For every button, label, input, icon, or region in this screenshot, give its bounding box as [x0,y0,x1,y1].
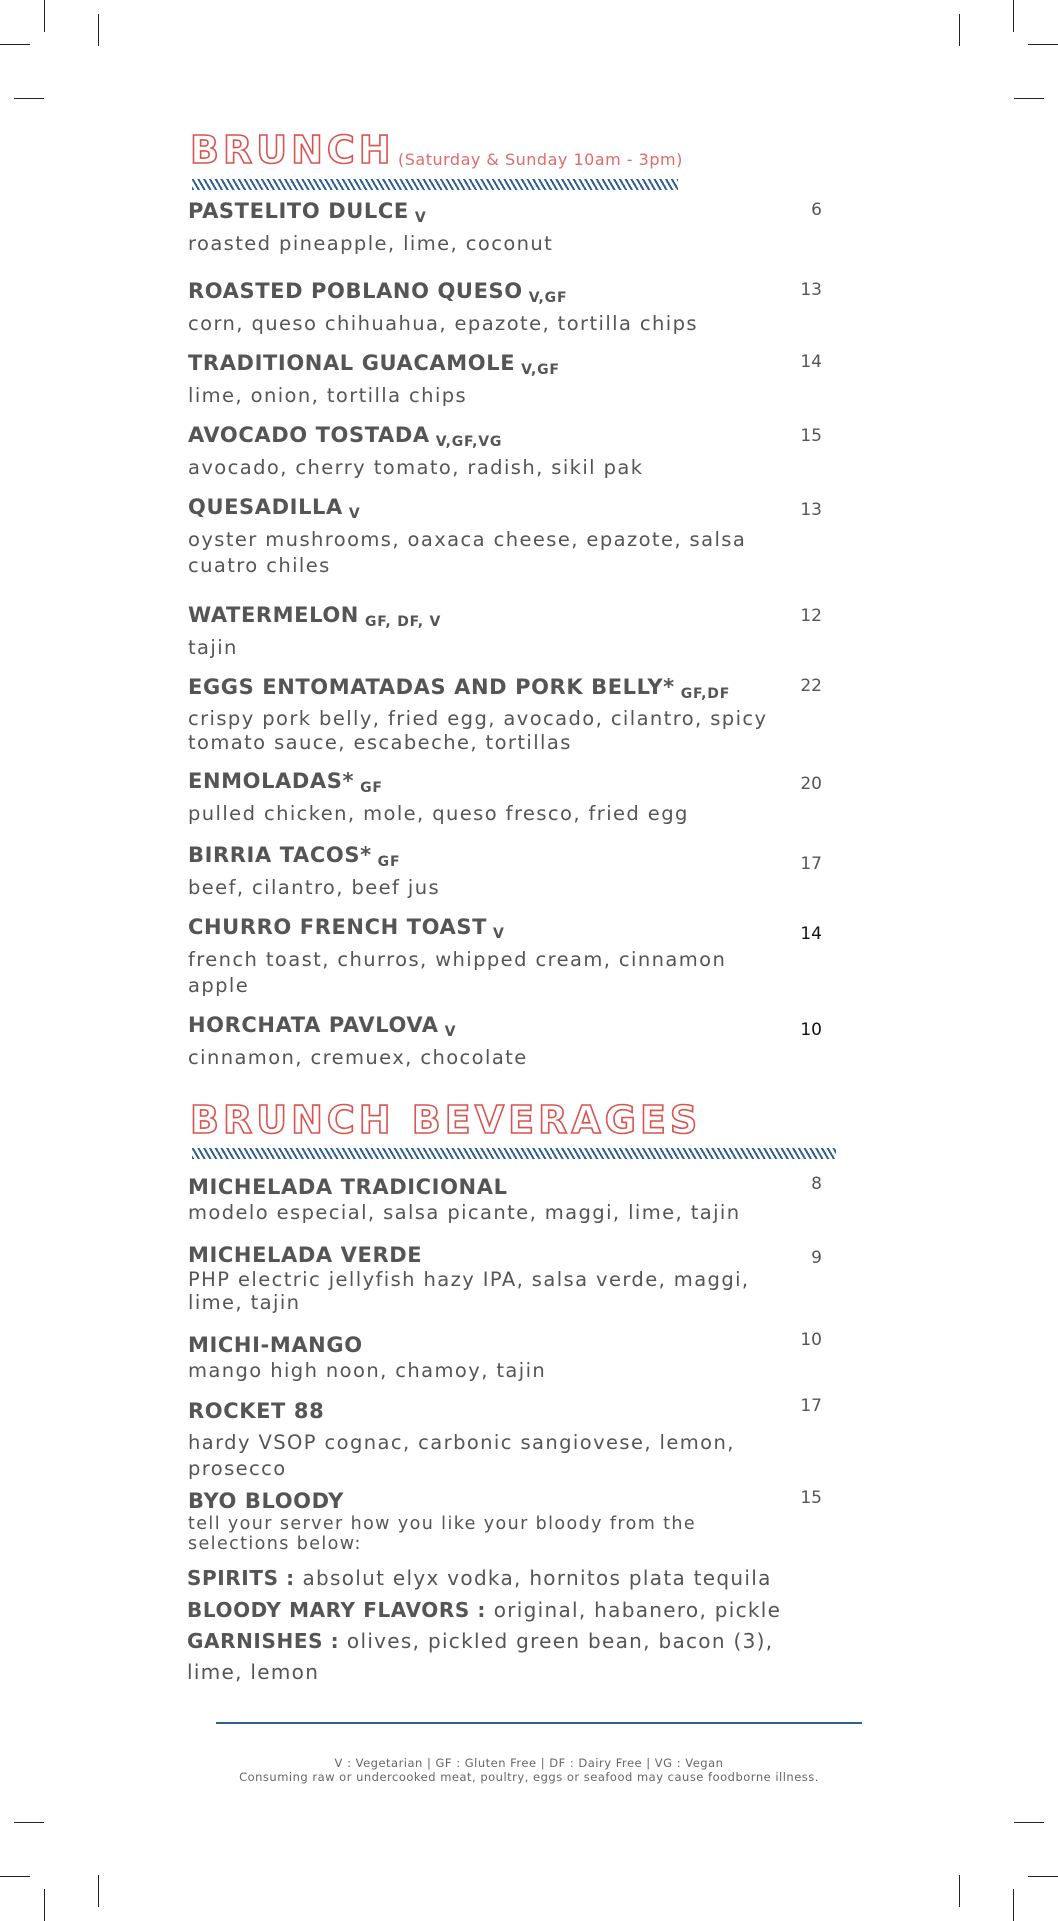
beverage-item [188,1242,828,1314]
heading-underline [192,1148,836,1159]
menu-item [188,602,828,661]
item-description: roasted pineapple, lime, coconut [188,232,554,255]
item-name: TRADITIONAL GUACAMOLE V,GF [188,351,560,378]
item-description: modelo especial, salsa picante, maggi, lime, tajin [188,1201,741,1224]
crop-mark [14,1822,44,1823]
item-price: 22 [800,676,822,696]
item-name: MICHELADA TRADICIONAL [188,1175,508,1199]
crop-mark [1028,1876,1058,1877]
item-price: 15 [800,1488,822,1508]
crop-mark [44,1889,45,1921]
item-price: 10 [800,1020,822,1040]
item-name: PASTELITO DULCE V [188,199,427,226]
item-description: lime, onion, tortilla chips [188,384,468,407]
menu-item [188,350,828,409]
item-price: 15 [800,426,822,446]
item-price: 12 [800,606,822,626]
item-name: ROCKET 88 [188,1399,325,1423]
crop-mark [959,1875,960,1907]
item-description: mango high noon, chamoy, tajin [188,1359,547,1382]
menu-item [188,494,828,579]
item-price: 14 [800,924,822,944]
menu-item [188,278,828,337]
garnishes-selection-cont: lime, lemon [187,1660,320,1684]
item-description: crispy pork belly, fried egg, avocado, cilantro, spicy tomato sauce, escabeche, tortillas [188,707,768,754]
item-price: 9 [811,1248,822,1268]
item-name: ENMOLADAS* GF [188,769,383,796]
item-price: 8 [811,1174,822,1194]
item-name: ROASTED POBLANO QUESO V,GF [188,279,568,306]
brunch-heading: BRUNCH [190,128,395,172]
crop-mark [44,0,45,32]
item-name: EGGS ENTOMATADAS AND PORK BELLY* GF,DF [188,675,731,702]
menu-item [188,674,828,755]
crop-mark [0,1876,30,1877]
item-name: HORCHATA PAVLOVA V [188,1013,457,1040]
heading-underline [192,179,678,190]
crop-mark [1013,1889,1014,1921]
item-price: 6 [811,200,822,220]
crop-mark [98,1875,99,1907]
item-price: 17 [800,854,822,874]
menu-item [188,842,828,901]
crop-mark [0,44,30,45]
item-name: MICHI-MANGO [188,1333,363,1357]
item-name: MICHELADA VERDE [188,1243,423,1267]
item-price: 13 [800,280,822,300]
beverage-item [188,1488,828,1554]
footer-divider [216,1722,862,1724]
menu-item [188,198,828,257]
brunch-hours: (Saturday & Sunday 10am - 3pm) [398,150,683,169]
item-description: beef, cilantro, beef jus [188,876,441,899]
item-name: CHURRO FRENCH TOAST V [188,915,505,942]
item-name: QUESADILLA V [188,495,361,522]
item-price: 10 [800,1330,822,1350]
item-description: corn, queso chihuahua, epazote, tortilla chips [188,312,698,335]
crop-mark [14,98,44,99]
garnishes-selection: GARNISHES : olives, pickled green bean, bacon (3), [187,1629,774,1653]
item-name: WATERMELON GF, DF, V [188,603,442,630]
item-description: pulled chicken, mole, queso fresco, fried egg [188,802,689,825]
menu-item [188,422,828,481]
item-name: BYO BLOODY [188,1489,344,1513]
item-description: oyster mushrooms, oaxaca cheese, epazote, salsa cuatro chiles [188,528,747,577]
crop-mark [959,14,960,46]
beverage-item [188,1174,828,1226]
crop-mark [1014,98,1044,99]
item-description: cinnamon, cremuex, chocolate [188,1046,528,1069]
beverage-item [188,1398,828,1482]
item-description: tell your server how you like your bloody from the selections below: [188,1514,697,1554]
menu-item [188,1012,828,1071]
beverages-heading: BRUNCH BEVERAGES [190,1098,702,1142]
item-name: AVOCADO TOSTADA V,GF,VG [188,423,503,450]
item-description: french toast, churros, whipped cream, cinnamon apple [188,948,727,997]
menu-item [188,914,828,999]
flavors-selection: BLOODY MARY FLAVORS : original, habanero, pickle [187,1598,782,1622]
beverage-item [188,1332,828,1384]
item-price: 17 [800,1396,822,1416]
spirits-selection: SPIRITS : absolut elyx vodka, hornitos plata tequila [187,1566,772,1590]
item-description: hardy VSOP cognac, carbonic sangiovese, lemon, prosecco [188,1431,735,1480]
item-description: PHP electric jellyfish hazy IPA, salsa verde, maggi, lime, tajin [188,1268,750,1314]
crop-mark [1014,1822,1044,1823]
crop-mark [1013,0,1014,32]
item-price: 14 [800,352,822,372]
item-name: BIRRIA TACOS* GF [188,843,401,870]
food-safety-warning: Consuming raw or undercooked meat, poultry, eggs or seafood may cause foodborne illness. [239,1770,819,1784]
crop-mark [1028,44,1058,45]
item-description: avocado, cherry tomato, radish, sikil pak [188,456,644,479]
item-price: 13 [800,500,822,520]
item-description: tajin [188,636,238,659]
dietary-legend: V : Vegetarian | GF : Gluten Free | DF : Dairy Free | VG : Vegan [334,1756,724,1770]
menu-item [188,768,828,827]
crop-mark [98,14,99,46]
item-price: 20 [800,774,822,794]
